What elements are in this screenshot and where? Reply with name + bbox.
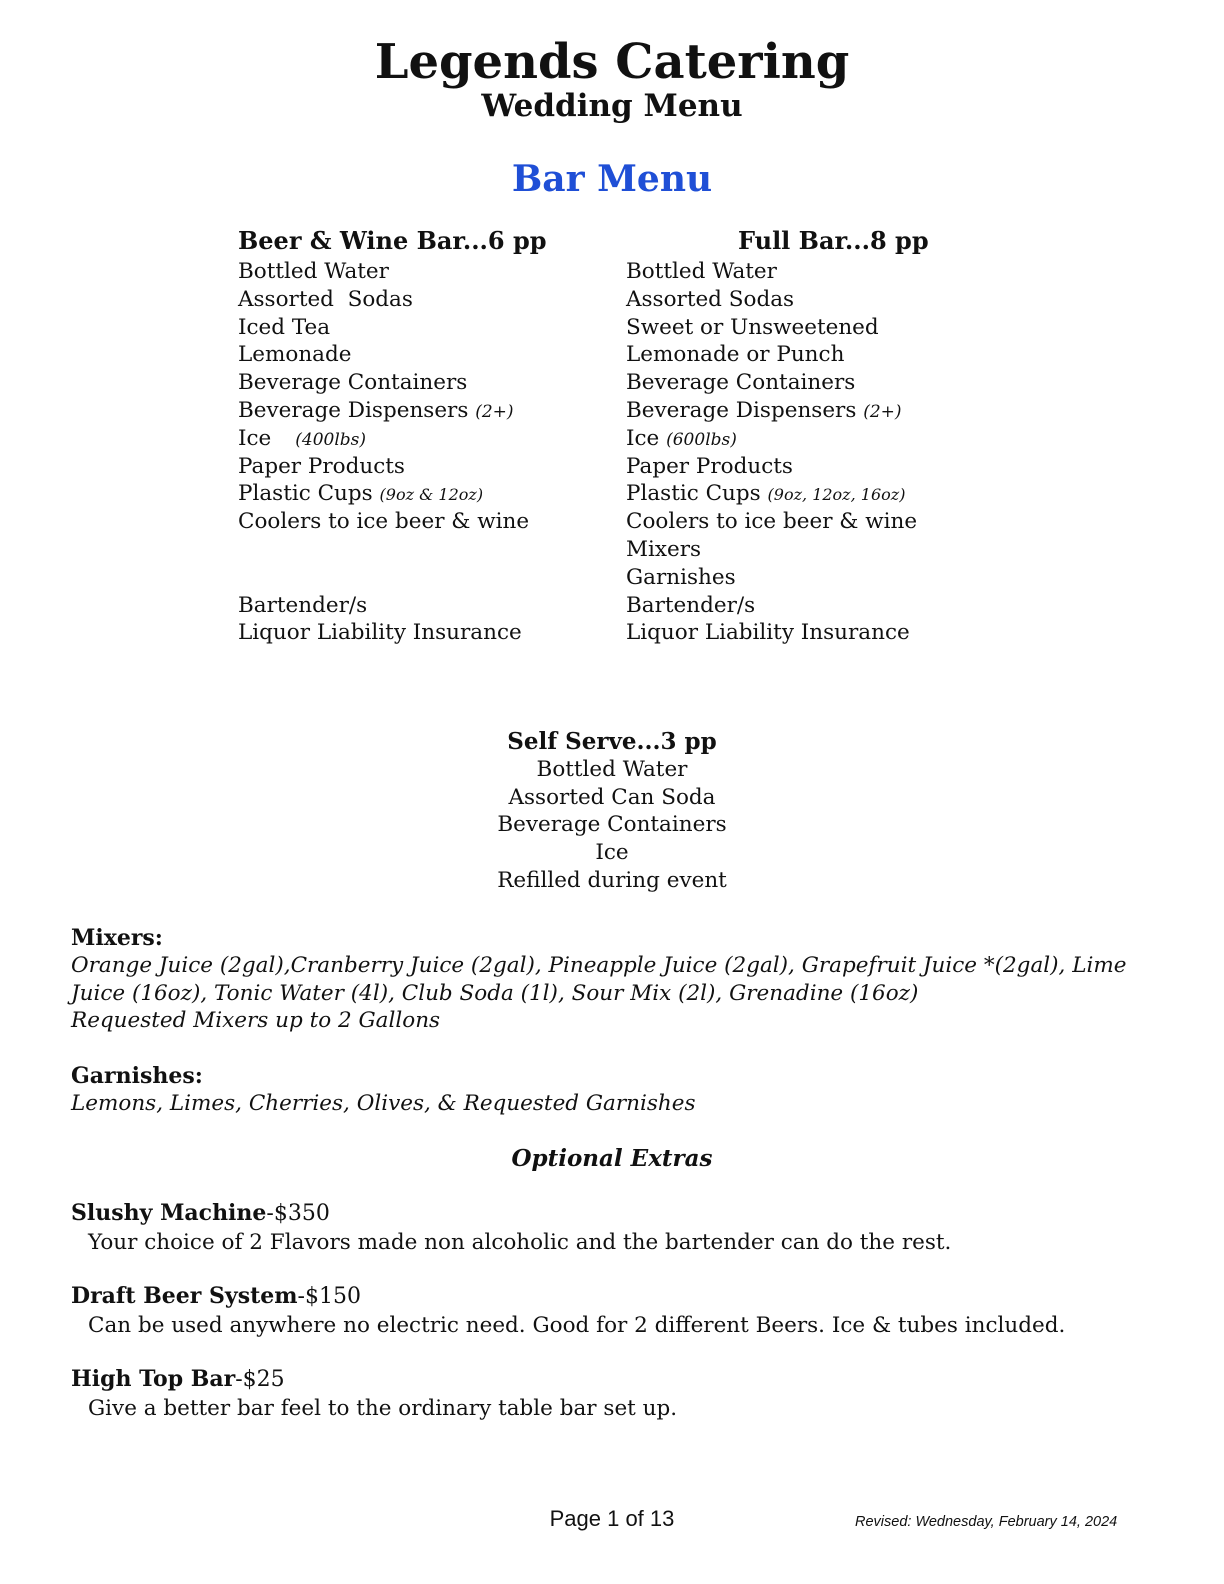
list-item: Ice: [595, 840, 629, 866]
list-item: Paper Products: [238, 453, 405, 479]
staff-item: Liquor Liability Insurance: [238, 620, 522, 646]
extra-description: Can be used anywhere no electric need. Good for 2 different Beers. Ice & tubes included.: [88, 1313, 1066, 1338]
list-item: Assorted Sodas: [626, 286, 795, 312]
list-item: Ice (400lbs): [238, 425, 367, 451]
beer-wine-bar-heading: Beer & Wine Bar...6 pp: [238, 226, 547, 255]
mixers-line: Orange Juice (2gal),Cranberry Juice (2gal), Pineapple Juice (2gal), Grapefruit Juice *(2gal), Lime: [71, 953, 1127, 978]
list-item: Plastic Cups (9oz & 12oz): [238, 481, 484, 507]
self-serve-section: [0, 728, 1224, 895]
list-item: Lemonade or Punch: [626, 342, 845, 368]
extra-price: -$25: [235, 1367, 285, 1392]
list-item: Beverage Dispensers (2+): [238, 397, 514, 423]
list-item: Assorted Can Soda: [508, 784, 716, 810]
page-number: Page 1 of 13: [549, 1506, 675, 1531]
list-item: Beverage Containers: [238, 370, 468, 396]
section-title: Bar Menu: [511, 158, 713, 200]
list-item: Refilled during event: [497, 867, 727, 893]
item-note: (2+): [475, 401, 514, 422]
extra-name: High Top Bar: [71, 1366, 236, 1392]
item-note: (600lbs): [666, 429, 737, 450]
mixers-section: [71, 924, 1151, 1035]
list-item: Sweet or Unsweetened: [626, 314, 879, 340]
extra-price: -$150: [297, 1284, 361, 1309]
extra-item: [71, 1199, 1171, 1257]
list-item: Lemonade: [238, 342, 352, 368]
staff-item: Bartender/s: [238, 592, 368, 618]
list-item: Garnishes: [626, 564, 736, 590]
garnishes-section: [71, 1062, 1151, 1118]
extra-name: Slushy Machine: [71, 1200, 267, 1226]
list-item: Bottled Water: [238, 259, 389, 284]
full-bar-column: [626, 226, 986, 647]
item-note: (9oz & 12oz): [379, 485, 484, 505]
list-item: Assorted Sodas: [238, 286, 413, 312]
list-item: Beverage Containers: [497, 812, 727, 838]
extra-description: Give a better bar feel to the ordinary table bar set up.: [88, 1396, 678, 1421]
list-item: Paper Products: [626, 453, 793, 479]
list-item: Ice (600lbs): [626, 425, 737, 451]
list-item: Beverage Containers: [626, 370, 856, 396]
garnishes-text: Lemons, Limes, Cherries, Olives, & Requested Garnishes: [71, 1091, 696, 1116]
list-item: Bottled Water: [536, 756, 688, 782]
list-item: Coolers to ice beer & wine: [238, 509, 530, 535]
list-item: Bottled Water: [626, 259, 777, 284]
staff-item: Bartender/s: [626, 592, 756, 618]
list-item: Plastic Cups (9oz, 12oz, 16oz): [626, 481, 906, 507]
document-subtitle: Wedding Menu: [481, 88, 743, 124]
extra-price: -$350: [266, 1201, 330, 1226]
revised-date: Revised: Wednesday, February 14, 2024: [855, 1514, 1118, 1530]
list-item: Mixers: [626, 536, 702, 562]
extra-item: [71, 1282, 1171, 1340]
staff-item: Liquor Liability Insurance: [626, 620, 910, 646]
list-item: Iced Tea: [238, 314, 331, 340]
extra-name: Draft Beer System: [71, 1283, 298, 1309]
full-bar-heading: Full Bar...8 pp: [738, 226, 929, 255]
item-note: (2+): [863, 401, 902, 422]
mixers-label: Mixers:: [71, 925, 163, 951]
mixers-line: Juice (16oz), Tonic Water (4l), Club Soda (1l), Sour Mix (2l), Grenadine (16oz): [71, 980, 919, 1006]
self-serve-heading: Self Serve...3 pp: [507, 728, 717, 755]
list-item: Beverage Dispensers (2+): [626, 397, 902, 423]
optional-extras-heading: Optional Extras: [511, 1145, 713, 1172]
garnishes-label: Garnishes:: [71, 1063, 203, 1089]
extra-description: Your choice of 2 Flavors made non alcoholic and the bartender can do the rest.: [88, 1230, 952, 1255]
beer-wine-bar-column: [238, 226, 598, 647]
list-item: Coolers to ice beer & wine: [626, 509, 918, 535]
item-note: (400lbs): [295, 429, 367, 450]
item-note: (9oz, 12oz, 16oz): [767, 485, 906, 505]
extra-item: [71, 1365, 1171, 1423]
mixers-line: Requested Mixers up to 2 Gallons: [71, 1008, 441, 1034]
document-title: Legends Catering: [374, 34, 850, 90]
